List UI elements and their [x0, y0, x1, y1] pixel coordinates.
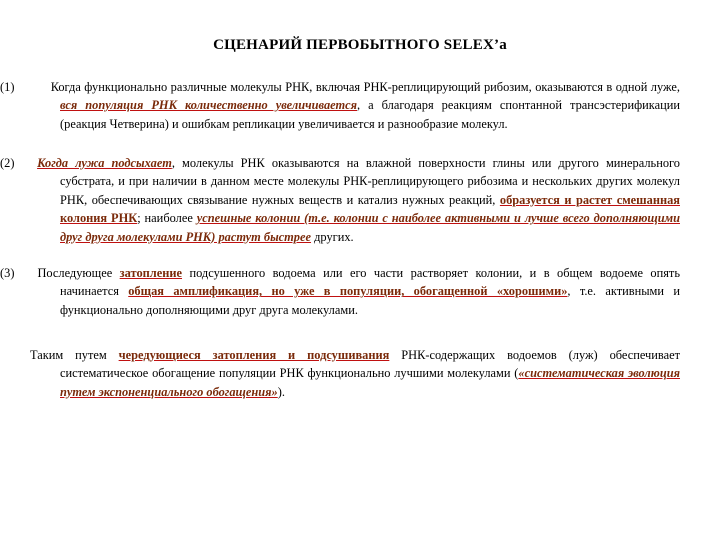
highlighted-phrase: общая амплификация, но уже в популяции, обогащенной «хорошими»	[128, 284, 568, 299]
paragraph-text: других.	[311, 229, 354, 244]
highlighted-phrase: образуется и растет смешанная колония РНК	[60, 192, 680, 226]
paragraph-1: (1) Когда функционально различные молекулы РНК, включая РНК-реплицирующий рибозим, оказываются в одной луже, вся популяция РНК количественно увеличивается, а благодаря реакциям спонтанной трансэстерификации (реакция Четверина) и ошибкам репликации увеличивается и разнообразие молекул.	[0, 80, 680, 131]
highlighted-phrase: затопление	[119, 266, 183, 280]
paragraph-text: РНК-содержащих водоемов (луж) обеспечивает систематическое обогащение популяции РНК функционально лучшими молекулами (	[60, 348, 681, 381]
paragraph-text: , молекулы РНК оказываются на влажной поверхности глины или другого минерального субстрата, и при наличии в данном месте молекулы РНК-реплицирующего рибозима и нескольких других молекул РНК, обеспечивающих связывание нужных веществ и катализ нужных реакций,	[60, 156, 680, 207]
highlighted-phrase: Когда лужа подсыхает	[37, 156, 172, 170]
highlighted-phrase: успешные колонии (т.е. колонии с наиболее активными и лучше всего дополняющими друг друга молекулами РНК) растут быстрее	[60, 211, 680, 244]
paragraph-text: , а благодаря реакциям спонтанной трансэстерификации (реакция Четверина) и ошибкам репликации увеличивается и разнообразие молекул.	[60, 98, 680, 131]
paragraph-4	[30, 346, 680, 401]
highlighted-phrase: вся популяция РНК количественно увеличивается	[60, 98, 358, 113]
highlighted-phrase: «систематическая эволюция путем экспоненциального обогащения»	[60, 366, 680, 399]
page-title: СЦЕНАРИЙ ПЕРВОБЫТНОГО SELEX’а	[213, 37, 507, 53]
paragraph-2: (2) Когда лужа подсыхает, молекулы РНК оказываются на влажной поверхности глины или другого минерального субстрата, и при наличии в данном месте молекулы РНК-реплицирующего рибозима и нескольких других молекул РНК, обеспечивающих связывание нужных веществ и катализ нужных реакций, образуется и растет смешанная колония РНК; наиболее успешные колонии (т.е. колонии с наиболее активными и лучше всего дополняющими друг друга молекулами РНК) растут быстрее других.	[0, 156, 680, 244]
paragraph-text: Последующее	[37, 266, 120, 280]
paragraph-text: ; наиболее	[137, 211, 197, 226]
paragraph-3: (3) Последующее затопление подсушенного водоема или его части растворяет колонии, и в общем водоеме опять начинается общая амплификация, но уже в популяции, обогащенной «хорошими», т.е. активными и функционально дополняющими друг друга молекулами.	[0, 266, 680, 317]
paragraph-text: Когда функционально различные молекулы РНК, включая РНК-реплицирующий рибозим, оказываются в одной луже,	[50, 80, 680, 94]
paragraph-text: Таким путем	[30, 348, 119, 362]
paragraph-text: , т.е. активными и функционально дополняющими друг друга молекулами.	[60, 284, 680, 317]
paragraph-text: ).	[277, 384, 285, 399]
highlighted-phrase: чередующиеся затопления и подсушивания	[118, 348, 390, 362]
paragraph-text: подсушенного водоема или его части растворяет колонии, и в общем водоеме опять начинается	[60, 266, 680, 299]
